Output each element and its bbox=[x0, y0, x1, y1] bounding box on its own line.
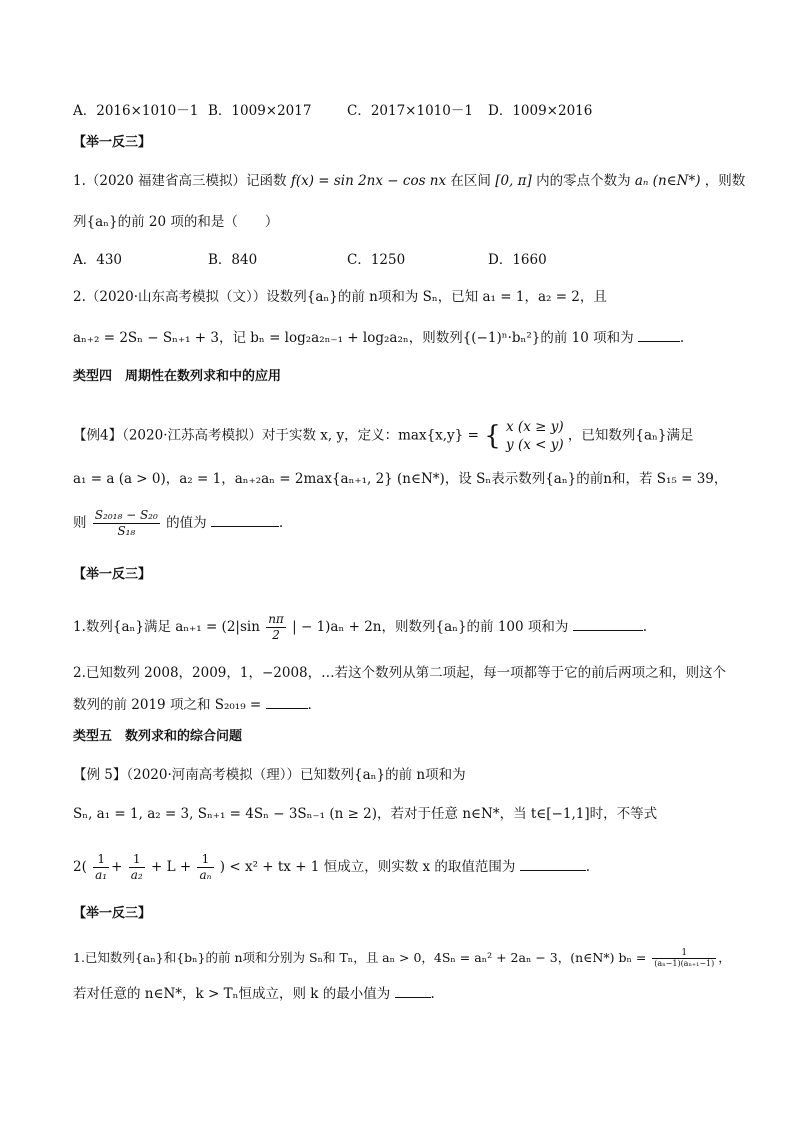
q-text: 1.数列{aₙ}满足 aₙ₊₁ = (2|sin bbox=[73, 619, 260, 635]
ex4-line2: a₁ = a (a > 0)，a₂ = 1，aₙ₊₂aₙ = 2max{aₙ₊₁, 2} (n∈N*)，设 Sₙ表示数列{aₙ}的前n和，若 S₁₅ = 39， bbox=[73, 471, 728, 487]
q1-interval: [0, π] bbox=[495, 173, 532, 189]
piecewise-cases bbox=[506, 418, 564, 454]
ex4-q1 bbox=[73, 612, 647, 643]
q1-text-mid2: 内的零点个数为 bbox=[536, 173, 631, 189]
q1-option-b: B．840 bbox=[208, 252, 258, 268]
ex4-line1 bbox=[73, 418, 694, 454]
fraction-3 bbox=[197, 852, 213, 883]
ex5-q1-line2 bbox=[73, 985, 435, 1003]
fraction bbox=[93, 508, 160, 539]
ex5-text-suffix: ) < x² + tx + 1 恒成立，则实数 x 的取值范围为 bbox=[219, 859, 516, 875]
q1-sequence: aₙ (n∈N*) bbox=[634, 173, 701, 189]
fraction-numerator: S₂₀₁₈ − S₂₀ bbox=[94, 508, 158, 522]
ex4-q2-line1: 2.已知数列 2008，2009，1，−2008，…若这个数列从第二项起，每一项都等于它的前后两项之和，则这个 bbox=[73, 665, 727, 681]
ex5-text-pre: 2( bbox=[73, 859, 87, 875]
q-text: 1.已知数列{aₙ}和{bₙ}的前 n项和分别为 Sₙ和 Tₙ，且 aₙ > 0，4Sₙ = aₙ² + 2aₙ − 3，(n∈N*) bₙ = bbox=[73, 950, 647, 965]
fraction-numerator: 1 bbox=[197, 852, 213, 868]
ex4-text-suffix: 的值为 bbox=[166, 515, 207, 531]
fraction-numerator: 1 bbox=[129, 852, 145, 868]
brace-symbol: { bbox=[484, 421, 501, 451]
answer-blank[interactable] bbox=[211, 514, 279, 527]
q-text: 若对任意的 n∈N*，k > Tₙ恒成立，则 k 的最小值为 bbox=[73, 986, 391, 1002]
option-d: D．1009×2016 bbox=[488, 103, 593, 119]
ex4-text-pre: 则 bbox=[73, 515, 87, 531]
q1-option-a: A．430 bbox=[73, 252, 123, 268]
ex4-q2-line2 bbox=[73, 696, 312, 714]
fraction bbox=[266, 612, 286, 643]
fraction-2 bbox=[129, 852, 145, 883]
q2-line1: 2.（2020·山东高考模拟（文））设数列{aₙ}的前 n项和为 Sₙ，已知 a₁ = 1，a₂ = 2，且 bbox=[73, 289, 607, 305]
option-b: B．1009×2017 bbox=[208, 103, 312, 119]
fraction-denominator: S₁₈ bbox=[117, 524, 136, 538]
ex4-line3 bbox=[73, 508, 283, 539]
section-heading: 【举一反三】 bbox=[73, 567, 152, 582]
answer-blank[interactable] bbox=[638, 329, 680, 342]
ex5-line1: 【例 5】（2020·河南高考模拟（理））已知数列{aₙ}的前 n项和为 bbox=[73, 767, 466, 783]
q2-text: aₙ₊₂ = 2Sₙ − Sₙ₊₁ + 3，记 bₙ = log₂a₂ₙ₋₁ + log₂a₂ₙ，则数列{(−1)ⁿ·bₙ²}的前 10 项和为 bbox=[73, 330, 634, 346]
type5-title: 类型五 数列求和的综合问题 bbox=[73, 729, 243, 744]
fraction-denominator: a₂ bbox=[130, 868, 143, 882]
ex5-line2: Sₙ, a₁ = 1, a₂ = 3, Sₙ₊₁ = 4Sₙ − 3Sₙ₋₁ (n ≥ 2)，若对于任意 n∈N*，当 t∈[−1,1]时，不等式 bbox=[73, 806, 658, 822]
ex5-q1-line1 bbox=[73, 948, 731, 969]
fraction-numerator: nπ bbox=[268, 612, 284, 626]
case-2: y (x < y) bbox=[506, 437, 564, 453]
section-heading: 【举一反三】 bbox=[73, 135, 152, 150]
answer-blank[interactable] bbox=[573, 618, 643, 631]
ex5-line3: 2( $\frac{1}{\text{a₁}}$ + $\frac{1}{\text{a₂}}$ + L + $\frac{1}{\text{aₙ}}$ ) < x² + tx + 1 恒成立，则实数 x 的取值范围为 . bbox=[73, 852, 590, 882]
case-1: x (x ≥ y) bbox=[506, 419, 564, 435]
fraction-1 bbox=[93, 852, 109, 883]
answer-blank[interactable] bbox=[395, 985, 431, 998]
q1-line2: 列{aₙ}的前 20 项的和是（ ） bbox=[73, 214, 279, 230]
q1-text-mid: 在区间 bbox=[450, 173, 491, 189]
answer-blank[interactable] bbox=[266, 696, 308, 709]
q1-line1 bbox=[73, 172, 745, 190]
fraction-denominator: (aₙ−1)(aₙ₊₁−1) bbox=[654, 959, 715, 968]
type4-title: 类型四 周期性在数列求和中的应用 bbox=[73, 369, 282, 384]
period: . bbox=[278, 515, 284, 531]
fraction-numerator: 1 bbox=[652, 948, 716, 959]
ex4-text: 【例4】（2020·江苏高考模拟）对于实数 x, y，定义：max{x,y} = bbox=[73, 427, 479, 444]
period: . bbox=[585, 859, 590, 875]
fraction-denominator: 2 bbox=[272, 628, 280, 642]
q1-function: f(x) = sin 2nx − cos nx bbox=[290, 173, 447, 189]
period: . bbox=[430, 986, 435, 1002]
section-heading: 【举一反三】 bbox=[73, 906, 152, 921]
q-text: 数列的前 2019 项之和 S₂₀₁₉ = bbox=[73, 697, 262, 713]
option-a: A．2016×1010－1 bbox=[73, 103, 199, 119]
q-text-suffix: | − 1)aₙ + 2n，则数列{aₙ}的前 100 项和为 bbox=[292, 619, 569, 635]
q1-option-d: D．1660 bbox=[488, 252, 547, 268]
q1-text: 1.（2020 福建省高三模拟）记函数 bbox=[73, 173, 287, 189]
fraction bbox=[652, 948, 716, 969]
answer-blank[interactable] bbox=[520, 858, 586, 871]
fraction-denominator: aₙ bbox=[199, 868, 212, 882]
ellipsis: + L + bbox=[151, 859, 192, 875]
comma: ， bbox=[718, 950, 731, 965]
period: . bbox=[642, 619, 648, 635]
q1-option-c: C．1250 bbox=[347, 252, 406, 268]
ex4-text-end: ，已知数列{aₙ}满足 bbox=[567, 427, 694, 444]
period: . bbox=[679, 330, 685, 346]
fraction-denominator: a₁ bbox=[95, 868, 108, 882]
q1-text-end: ，则数 bbox=[704, 173, 746, 189]
option-c: C．2017×1010－1 bbox=[347, 103, 473, 119]
fraction-numerator: 1 bbox=[93, 852, 109, 868]
q2-line2 bbox=[73, 329, 684, 347]
period: . bbox=[307, 697, 312, 713]
